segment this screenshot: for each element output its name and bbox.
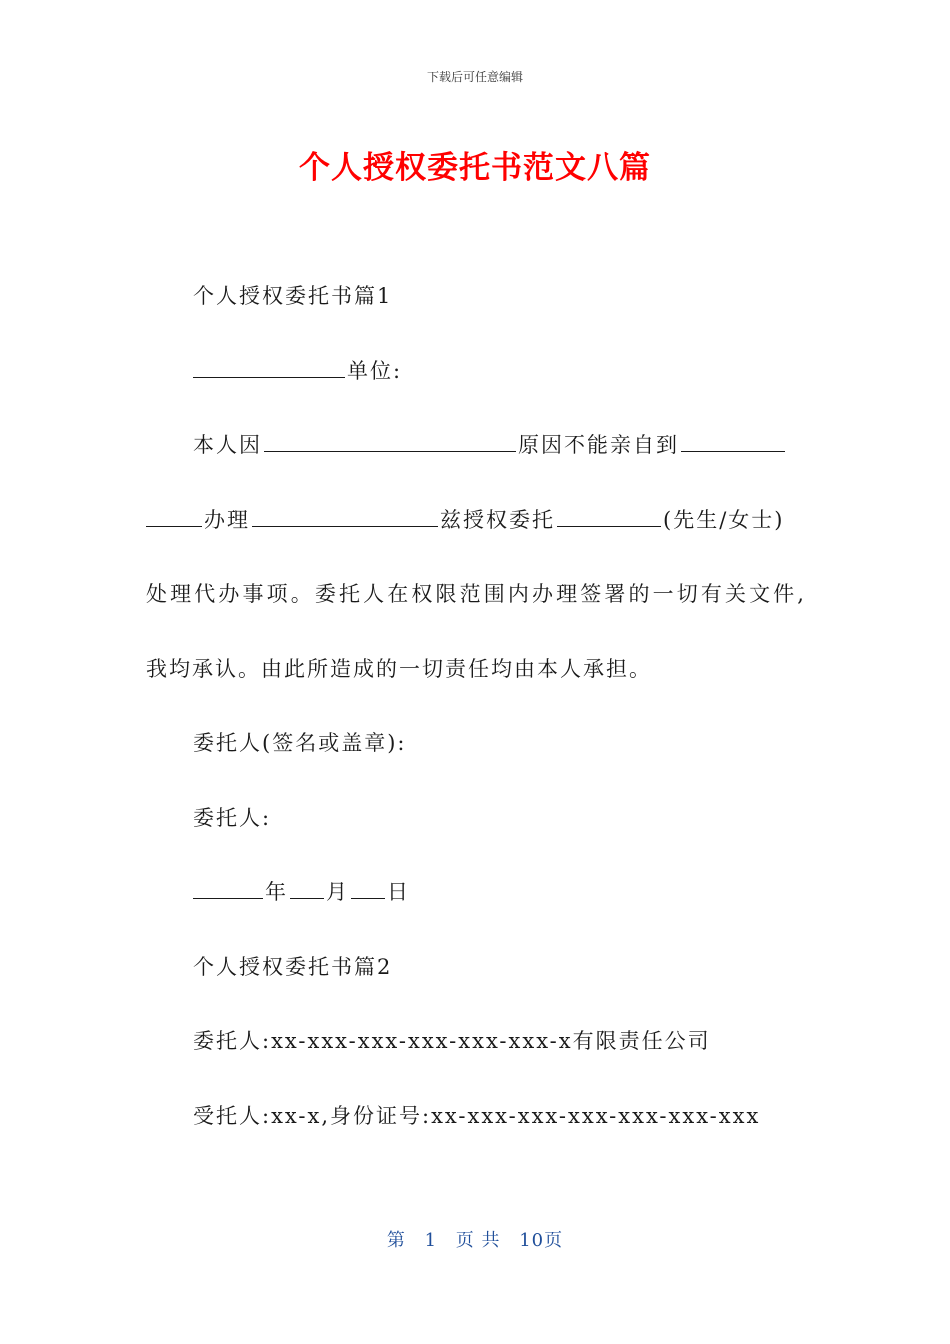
day-label: 日 xyxy=(387,880,410,904)
unit-blank xyxy=(193,356,345,378)
page-prefix: 第 xyxy=(386,1230,406,1251)
reason-text-a: 本人因 xyxy=(193,433,262,457)
unit-label: 单位: xyxy=(347,358,403,383)
matter-blank xyxy=(252,505,438,527)
signature-line: 委托人(签名或盖章): xyxy=(193,731,407,755)
year-label: 年 xyxy=(265,880,288,904)
section2-agent: 受托人:xx-x,身份证号:xx-xxx-xxx-xxx-xxx-xxx-xxx xyxy=(193,1103,761,1128)
reason-blank xyxy=(264,430,516,452)
principal-line: 委托人: xyxy=(193,805,272,830)
date-line xyxy=(146,866,806,941)
unit-line xyxy=(146,345,806,420)
place-blank-cont xyxy=(146,505,202,527)
document-body xyxy=(146,270,806,1164)
reason-text-b: 原因不能亲自到 xyxy=(518,433,679,457)
page-number: 1 xyxy=(424,1230,438,1251)
year-blank xyxy=(193,877,263,899)
document-title: 个人授权委托书范文八篇 xyxy=(299,150,651,186)
agent-blank xyxy=(557,505,661,527)
day-blank xyxy=(351,877,385,899)
page-footer xyxy=(0,1226,950,1252)
section1-heading: 个人授权委托书篇1 xyxy=(193,284,393,308)
month-label: 月 xyxy=(326,880,349,904)
month-blank xyxy=(290,877,324,899)
entrust-text-b: 兹授权委托 xyxy=(440,507,555,532)
page-total: 10页 xyxy=(519,1230,564,1251)
page-middle: 页 共 xyxy=(455,1230,501,1251)
reason-line xyxy=(146,419,806,494)
body-line-3: 处理代办事项。委托人在权限范围内办理签署的一切有关文件, xyxy=(146,582,806,606)
entrust-text-a: 办理 xyxy=(204,507,250,532)
header-note: 下载后可任意编辑 xyxy=(426,70,523,84)
entrust-text-c: (先生/女士) xyxy=(663,507,785,532)
entrust-line xyxy=(146,494,806,569)
body-line-4: 我均承认。由此所造成的一切责任均由本人承担。 xyxy=(146,656,652,681)
place-blank xyxy=(681,430,785,452)
section2-principal: 委托人:xx-xxx-xxx-xxx-xxx-xxx-x有限责任公司 xyxy=(193,1029,711,1053)
section2-heading: 个人授权委托书篇2 xyxy=(193,954,393,979)
